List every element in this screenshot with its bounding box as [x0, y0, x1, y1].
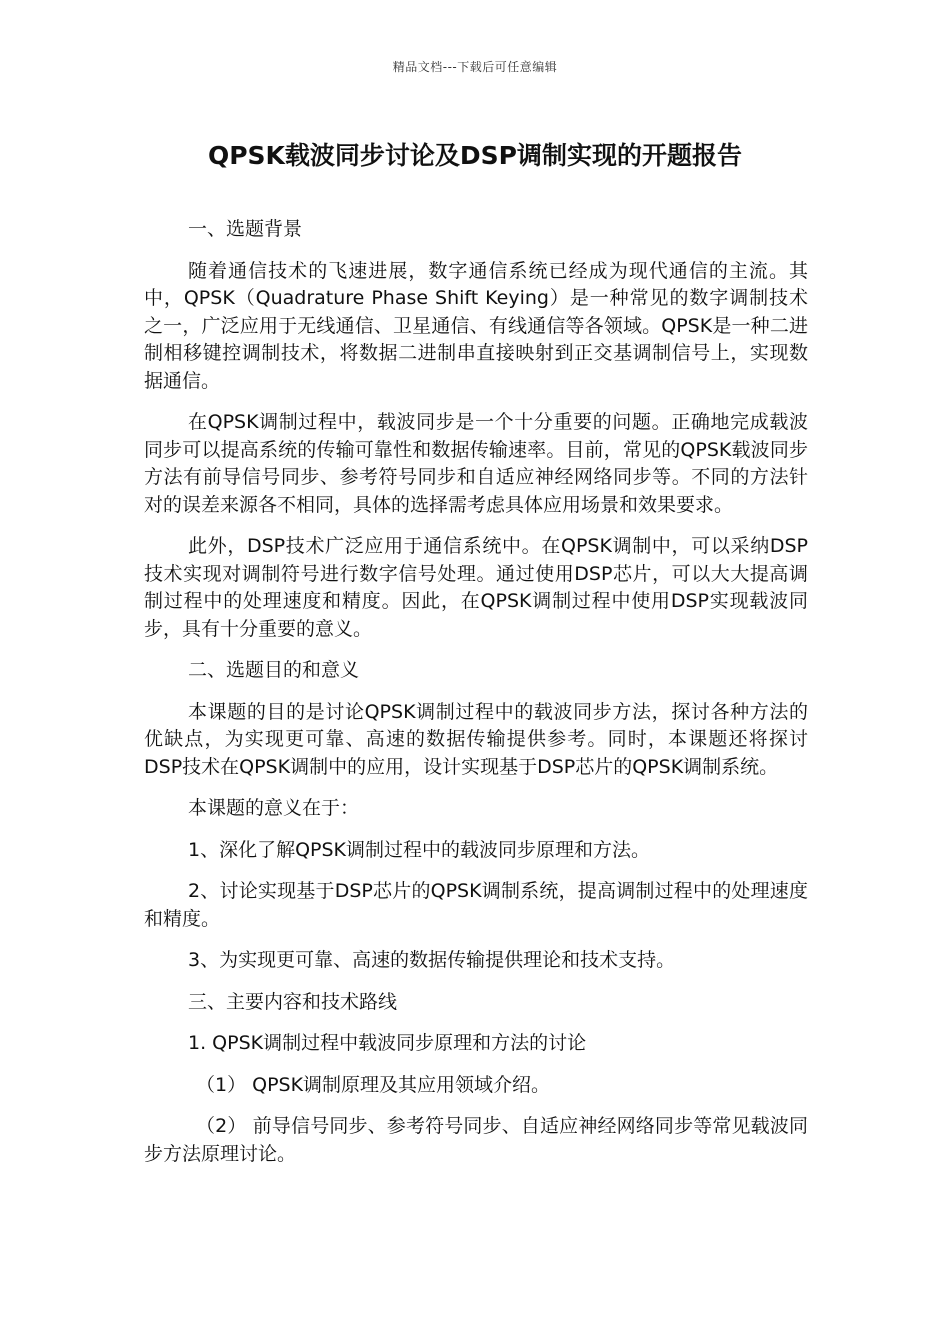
paragraph: 在QPSK调制过程中，载波同步是一个十分重要的问题。正确地完成载波同步可以提高系统的传输可靠性和数据传输速率。目前，常见的QPSK载波同步方法有前导信号同步、参考符号同步和自适应神经网络同步等。不同的方法针对的误差来源各不相同，具体的选择需考虑具体应用场景和效果要求。	[144, 411, 808, 516]
paragraph: 此外，DSP技术广泛应用于通信系统中。在QPSK调制中，可以采纳DSP技术实现对调制符号进行数字信号处理。通过使用DSP芯片，可以大大提高调制过程中的处理速度和精度。因此，在QPSK调制过程中使用DSP实现载波同步，具有十分重要的意义。	[144, 535, 808, 640]
paragraph: 本课题的意义在于：	[188, 797, 360, 819]
list-item: （2） 前导信号同步、参考符号同步、自适应神经网络同步等常见载波同步方法原理讨论。	[144, 1115, 808, 1165]
document-title: QPSK载波同步讨论及DSP调制实现的开题报告	[207, 141, 743, 170]
subsection-heading: 1. QPSK调制过程中载波同步原理和方法的讨论	[188, 1032, 587, 1054]
paragraph: 本课题的目的是讨论QPSK调制过程中的载波同步方法，探讨各种方法的优缺点，为实现更可靠、高速的数据传输提供参考。同时，本课题还将探讨DSP技术在QPSK调制中的应用，设计实现基于DSP芯片的QPSK调制系统。	[144, 700, 808, 778]
paragraph: 随着通信技术的飞速进展，数字通信系统已经成为现代通信的主流。其中，QPSK（Quadrature Phase Shift Keying）是一种常见的数字调制技术之一，广泛应用于无线通信、卫星通信、有线通信等各领域。QPSK是一种二进制相移键控调制技术，将数据二进制串直接映射到正交基调制信号上，实现数据通信。	[144, 259, 808, 392]
list-item: 1、深化了解QPSK调制过程中的载波同步原理和方法。	[188, 838, 651, 861]
list-item: （1） QPSK调制原理及其应用领域介绍。	[196, 1073, 551, 1096]
list-item: 3、为实现更可靠、高速的数据传输提供理论和技术支持。	[188, 949, 676, 971]
section-heading-purpose: 二、选题目的和意义	[188, 659, 360, 681]
list-item: 2、讨论实现基于DSP芯片的QPSK调制系统，提高调制过程中的处理速度和精度。	[144, 880, 808, 930]
section-heading-background: 一、选题背景	[188, 218, 303, 240]
header-note: 精品文档---下载后可任意编辑	[392, 60, 558, 74]
document-body	[144, 216, 808, 1182]
section-heading-content: 三、主要内容和技术路线	[188, 990, 398, 1013]
